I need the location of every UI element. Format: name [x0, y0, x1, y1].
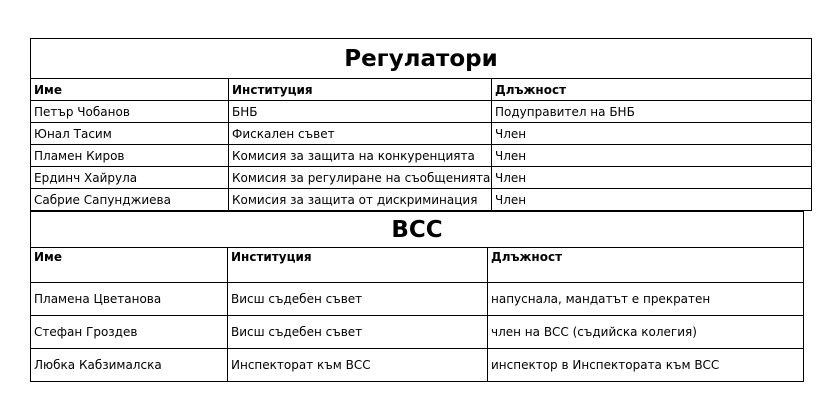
cell-name: Юнал Тасим	[31, 123, 229, 145]
cell-name: Пламен Киров	[31, 145, 229, 167]
header-position: Длъжност	[488, 248, 804, 283]
cell-position: Член	[492, 123, 812, 145]
table-row	[31, 189, 812, 211]
header-institution: Институция	[228, 248, 488, 283]
cell-name: Петър Чобанов	[31, 101, 229, 123]
cell-institution: Висш съдебен съвет	[228, 283, 488, 316]
cell-institution: Висш съдебен съвет	[228, 316, 488, 349]
header-position: Длъжност	[492, 79, 812, 101]
cell-position: Член	[492, 189, 812, 211]
table-row	[31, 145, 812, 167]
cell-position: инспектор в Инспектората към ВСС	[488, 349, 804, 382]
table-row	[31, 123, 812, 145]
table-row	[31, 316, 804, 349]
cell-position: напуснала, мандатът е прекратен	[488, 283, 804, 316]
cell-name: Пламена Цветанова	[31, 283, 228, 316]
header-institution: Институция	[229, 79, 492, 101]
cell-institution: Комисия за защита на конкуренцията	[229, 145, 492, 167]
regulators-title: Регулатори	[31, 39, 812, 79]
cell-institution: Комисия за защита от дискриминация	[229, 189, 492, 211]
regulators-table	[30, 38, 812, 211]
cell-institution: Инспекторат към ВСС	[228, 349, 488, 382]
cell-name: Сабрие Сапунджиева	[31, 189, 229, 211]
cell-institution: БНБ	[229, 101, 492, 123]
header-name: Име	[31, 248, 228, 283]
table-row	[31, 101, 812, 123]
header-name: Име	[31, 79, 229, 101]
table-row	[31, 283, 804, 316]
cell-position: Член	[492, 167, 812, 189]
cell-name: Ердинч Хайрула	[31, 167, 229, 189]
cell-name: Любка Кабзималска	[31, 349, 228, 382]
cell-name: Стефан Гроздев	[31, 316, 228, 349]
cell-institution: Фискален съвет	[229, 123, 492, 145]
cell-position: Подуправител на БНБ	[492, 101, 812, 123]
vss-title: ВСС	[31, 212, 804, 248]
table-row	[31, 349, 804, 382]
cell-position: Член	[492, 145, 812, 167]
table-row	[31, 167, 812, 189]
vss-table	[30, 211, 804, 382]
cell-position: член на ВСС (съдийска колегия)	[488, 316, 804, 349]
cell-institution: Комисия за регулиране на съобщенията	[229, 167, 492, 189]
